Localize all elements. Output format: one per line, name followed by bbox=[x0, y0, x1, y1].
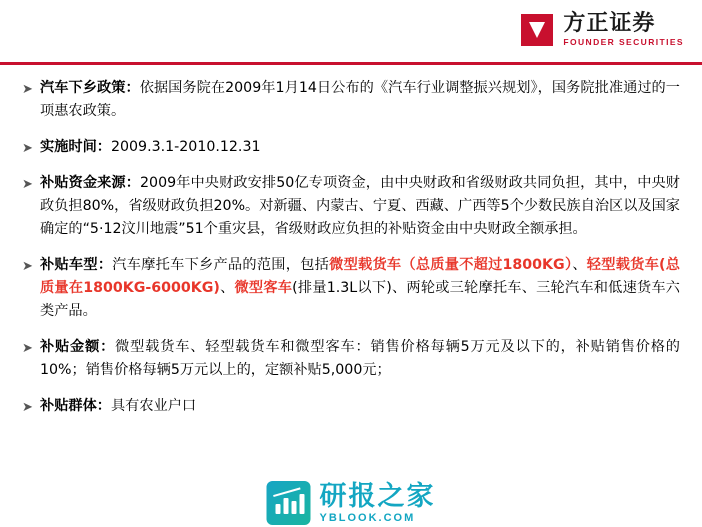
slide-footer bbox=[0, 465, 702, 527]
bullet-separator-2: 、 bbox=[219, 280, 235, 296]
bullet-content: 具有农业户口 bbox=[110, 398, 197, 414]
bullet-content-part2: (排量1.3L以下)、两轮或三轮摩托车、三轮汽车和低速货车六类产品。 bbox=[40, 280, 680, 319]
bar-2 bbox=[284, 498, 289, 514]
bullet-item bbox=[22, 136, 680, 159]
bullet-label: 汽车下乡政策 bbox=[40, 80, 126, 96]
watermark-name-cn: 研报之家 bbox=[319, 480, 436, 512]
bullet-text bbox=[40, 336, 680, 382]
bullet-content-part1: 汽车摩托车下乡产品的范围，包括 bbox=[112, 257, 330, 273]
bullet-item bbox=[22, 395, 680, 418]
chart-logo-icon bbox=[267, 481, 311, 525]
bullet-arrow-icon: ➤ bbox=[22, 81, 33, 96]
bullet-item bbox=[22, 77, 680, 123]
brand-text bbox=[563, 13, 684, 47]
bullet-content: 依据国务院在2009年1月14日公布的《汽车行业调整振兴规划》，国务院批准通过的一项惠农政策。 bbox=[40, 80, 680, 119]
slide-header bbox=[0, 0, 702, 62]
bullet-arrow-icon: ➤ bbox=[22, 140, 33, 155]
bullet-label: 补贴车型 bbox=[40, 257, 98, 273]
bullet-colon: ： bbox=[96, 398, 111, 414]
bullet-colon: ： bbox=[97, 257, 113, 273]
slide-body bbox=[0, 65, 702, 465]
founder-logo-icon bbox=[519, 12, 555, 48]
bar-3 bbox=[292, 501, 297, 514]
bullet-label: 实施时间 bbox=[40, 139, 97, 155]
bullet-item bbox=[22, 172, 680, 241]
bullet-text bbox=[40, 77, 680, 123]
bullet-text bbox=[40, 172, 680, 241]
bullet-item bbox=[22, 254, 680, 323]
bullet-item bbox=[22, 336, 680, 382]
bullet-text bbox=[40, 136, 680, 159]
bullet-colon: ： bbox=[125, 175, 141, 191]
brand-name-cn: 方正证券 bbox=[563, 11, 656, 37]
bullet-highlight-3: 微型客车 bbox=[234, 280, 293, 296]
bullet-label: 补贴群体 bbox=[40, 398, 97, 414]
bullet-colon: ： bbox=[100, 339, 116, 355]
brand-name-en: FOUNDER SECURITIES bbox=[563, 37, 684, 48]
bullet-content: 2009.3.1-2010.12.31 bbox=[110, 139, 261, 155]
bullet-label: 补贴金额 bbox=[40, 339, 101, 355]
bullet-arrow-icon: ➤ bbox=[22, 258, 33, 273]
watermark bbox=[267, 481, 436, 525]
bullet-highlight-1: 微型载货车（总质量不超过1800KG） bbox=[329, 257, 573, 273]
watermark-text bbox=[319, 480, 436, 524]
bar-4 bbox=[300, 494, 305, 514]
bullet-highlight-2: 轻型载货车(总质量在1800KG-6000KG) bbox=[40, 257, 680, 296]
bullet-arrow-icon: ➤ bbox=[22, 399, 33, 414]
bullet-arrow-icon: ➤ bbox=[22, 340, 33, 355]
bullet-content: 微型载货车、轻型载货车和微型客车：销售价格每辆5万元及以下的，补贴销售价格的10%；销售价格每辆5万元以上的，定额补贴5,000元； bbox=[40, 339, 680, 378]
bullet-colon: ： bbox=[96, 139, 111, 155]
bullet-arrow-icon: ➤ bbox=[22, 176, 33, 191]
bullet-separator-1: 、 bbox=[572, 257, 587, 273]
bullet-content: 2009年中央财政安排50亿专项资金，由中央财政和省级财政共同负担，其中，中央财政负担80%，省级财政负担20%。对新疆、内蒙古、宁夏、西藏、广西等5个少数民族自治区以及国家确定的“5·12汶川地震”51个重灾县，省级财政应负担的补贴资金由中央财政全额承担。 bbox=[40, 175, 680, 237]
bullet-text bbox=[40, 254, 680, 323]
bullet-colon: ： bbox=[125, 80, 140, 96]
bar-1 bbox=[276, 504, 281, 514]
bullet-text bbox=[40, 395, 680, 418]
watermark-name-en: YBLOOK.COM bbox=[319, 511, 416, 524]
bullet-label: 补贴资金来源 bbox=[40, 175, 126, 191]
brand-logo bbox=[519, 12, 684, 48]
